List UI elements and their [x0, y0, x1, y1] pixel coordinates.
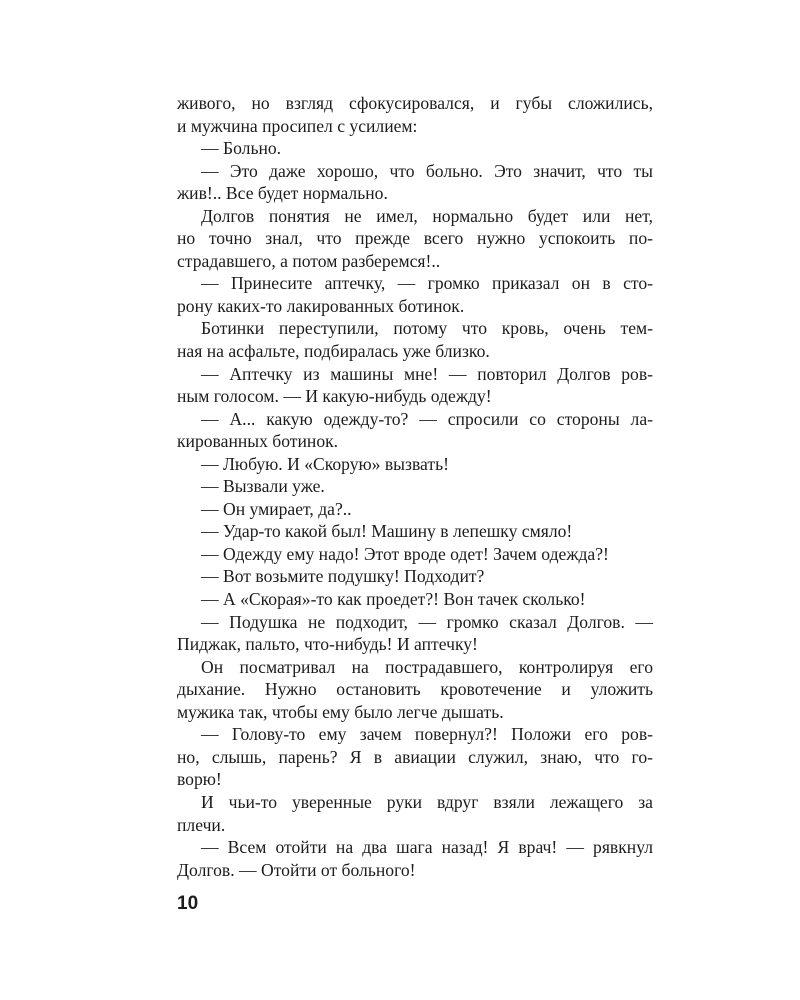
- text-line: Он посматривал на пострадавшего, контролируя его: [201, 656, 653, 677]
- text-line: — Это даже хорошо, что больно. Это значит, что ты: [201, 160, 653, 181]
- text-line: — Подушка не подходит, — громко сказал Долгов. —: [201, 611, 653, 632]
- text-line: но, слышь, парень? Я в авиации служил, знаю, что го-: [177, 746, 653, 767]
- text-line: — А «Скорая»-то как проедет?! Вон тачек сколько!: [201, 589, 586, 610]
- text-line: — Вот возьмите подушку! Подходит?: [201, 566, 485, 587]
- text-line: — Аптечку из машины мне! — повторил Долгов ров-: [201, 363, 653, 384]
- text-line: мужика так, чтобы ему было легче дышать.: [177, 701, 504, 722]
- text-line: страдавшего, а потом разберемся!..: [177, 250, 441, 271]
- body-text: [177, 92, 653, 881]
- text-line: Долгов. — Отойти от больного!: [177, 859, 416, 880]
- text-line: но точно знал, что прежде всего нужно успокоить по-: [177, 228, 653, 249]
- text-line: — Любую. И «Скорую» вызвать!: [201, 453, 449, 474]
- text-line: — Всем отойти на два шага назад! Я врач! — рявкнул: [201, 837, 653, 858]
- text-line: и мужчина просипел с усилием:: [177, 115, 418, 136]
- text-line: дыхание. Нужно остановить кровотечение и уложить: [177, 679, 653, 700]
- text-line: — Больно.: [201, 138, 282, 159]
- text-line: — Вызвали уже.: [201, 476, 325, 497]
- text-line: Долгов понятия не имел, нормально будет или нет,: [201, 205, 653, 226]
- text-line: рону каких-то лакированных ботинок.: [177, 295, 465, 316]
- text-line: ным голосом. — И какую-нибудь одежду!: [177, 386, 492, 407]
- text-line: — Голову-то ему зачем повернул?! Положи его ров-: [201, 724, 653, 745]
- text-line: жив!.. Все будет нормально.: [177, 183, 388, 204]
- text-line: плечи.: [177, 814, 226, 835]
- text-line: — Одежду ему надо! Этот вроде одет! Зачем одежда?!: [201, 543, 609, 564]
- text-line: ная на асфальте, подбиралась уже близко.: [177, 341, 490, 362]
- text-line: — Принесите аптечку, — громко приказал он в сто-: [201, 273, 653, 294]
- text-line: — А... какую одежду-то? — спросили со стороны ла-: [201, 408, 653, 429]
- text-line: Пиджак, пальто, что-нибудь! И аптечку!: [177, 634, 478, 655]
- text-line: кированных ботинок.: [177, 431, 339, 452]
- page-number: 10: [177, 893, 199, 914]
- text-line: ворю!: [177, 769, 222, 790]
- text-line: живого, но взгляд сфокусировался, и губы сложились,: [177, 93, 653, 113]
- text-line: — Он умирает, да?..: [201, 498, 352, 519]
- text-line: Ботинки переступили, потому что кровь, очень тем-: [201, 318, 653, 339]
- text-line: И чьи-то уверенные руки вдруг взяли лежащего за: [201, 791, 653, 812]
- text-line: — Удар-то какой был! Машину в лепешку смяло!: [201, 521, 573, 542]
